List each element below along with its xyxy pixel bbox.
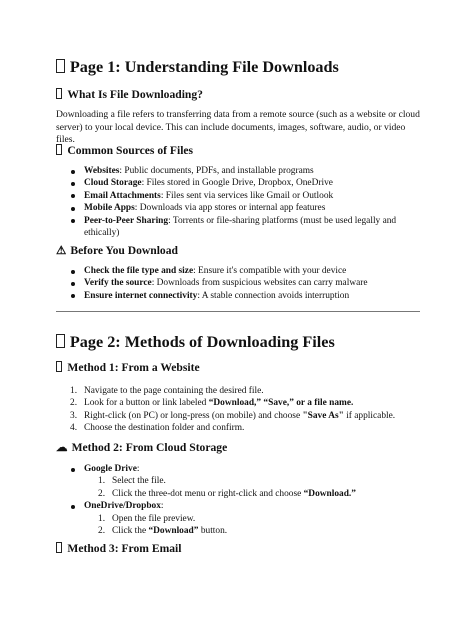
before-heading: ⚠ Before You Download — [56, 244, 178, 257]
download-icon — [56, 334, 65, 349]
method1-steps — [56, 385, 420, 435]
list-item: Ensure internet connectivity: A stable connection avoids interruption — [56, 290, 420, 302]
document-icon — [56, 59, 65, 74]
list-item: OneDrive/Dropbox: 1. Open the file preview. 2. Click the “Download” button. — [56, 500, 420, 537]
sources-list — [56, 165, 420, 239]
list-item: Cloud Storage: Files stored in Google Drive, Dropbox, OneDrive — [56, 177, 420, 189]
list-item: 2. Click the “Download” button. — [98, 526, 228, 537]
email-icon — [56, 542, 62, 552]
list-item: 3. Right-click (on PC) or long-press (on mobile) and choose "Save As" if applicable. — [70, 410, 396, 421]
method2-heading: ☁ Method 2: From Cloud Storage — [56, 441, 228, 454]
folder-icon — [56, 144, 62, 154]
list-item: 1. Open the file preview. — [98, 513, 196, 524]
list-item: Mobile Apps: Downloads via app stores or internal app features — [56, 202, 420, 214]
method3-heading: Method 3: From Email — [56, 542, 181, 555]
section-divider — [56, 311, 420, 312]
list-item: Check the file type and size: Ensure it's compatible with your device — [56, 265, 420, 277]
list-item: Email Attachments: Files sent via services like Gmail or Outlook — [56, 190, 420, 202]
globe-icon — [56, 361, 62, 371]
list-item: Peer-to-Peer Sharing: Torrents or file-sharing platforms (must be used legally and ethically) — [56, 215, 420, 240]
list-item: Google Drive: 1. Select the file. 2. Click the three-dot menu or right-click and choose “Download.” — [56, 463, 420, 500]
onedrive-steps — [84, 513, 420, 538]
page2-title: Page 2: Methods of Downloading Files — [56, 333, 335, 352]
cloud-icon: ☁ — [56, 441, 68, 454]
what-paragraph: Downloading a file refers to transferring data from a remote source (such as a website or cloud server) to your local device. This can include documents, images, software, audio, or video files. — [56, 109, 420, 146]
page1-title: Page 1: Understanding File Downloads — [56, 58, 339, 77]
gdrive-steps — [84, 475, 420, 500]
question-icon — [56, 88, 62, 98]
list-item: 4. Choose the destination folder and confirm. — [70, 423, 245, 434]
method2-list — [56, 463, 420, 537]
list-item: Websites: Public documents, PDFs, and installable programs — [56, 165, 420, 177]
warning-icon: ⚠ — [56, 244, 67, 257]
sources-heading: Common Sources of Files — [56, 144, 193, 157]
list-item: 1. Select the file. — [98, 476, 166, 487]
list-item: 1. Navigate to the page containing the desired file. — [70, 386, 264, 396]
method1-heading: Method 1: From a Website — [56, 361, 200, 374]
before-list — [56, 265, 420, 302]
list-item: 2. Look for a button or link labeled “Download,” “Save,” or a file name. — [70, 398, 354, 409]
list-item: 2. Click the three-dot menu or right-click and choose “Download.” — [98, 488, 356, 499]
what-heading: What Is File Downloading? — [56, 88, 203, 101]
list-item: Verify the source: Downloads from suspicious websites can carry malware — [56, 277, 420, 289]
